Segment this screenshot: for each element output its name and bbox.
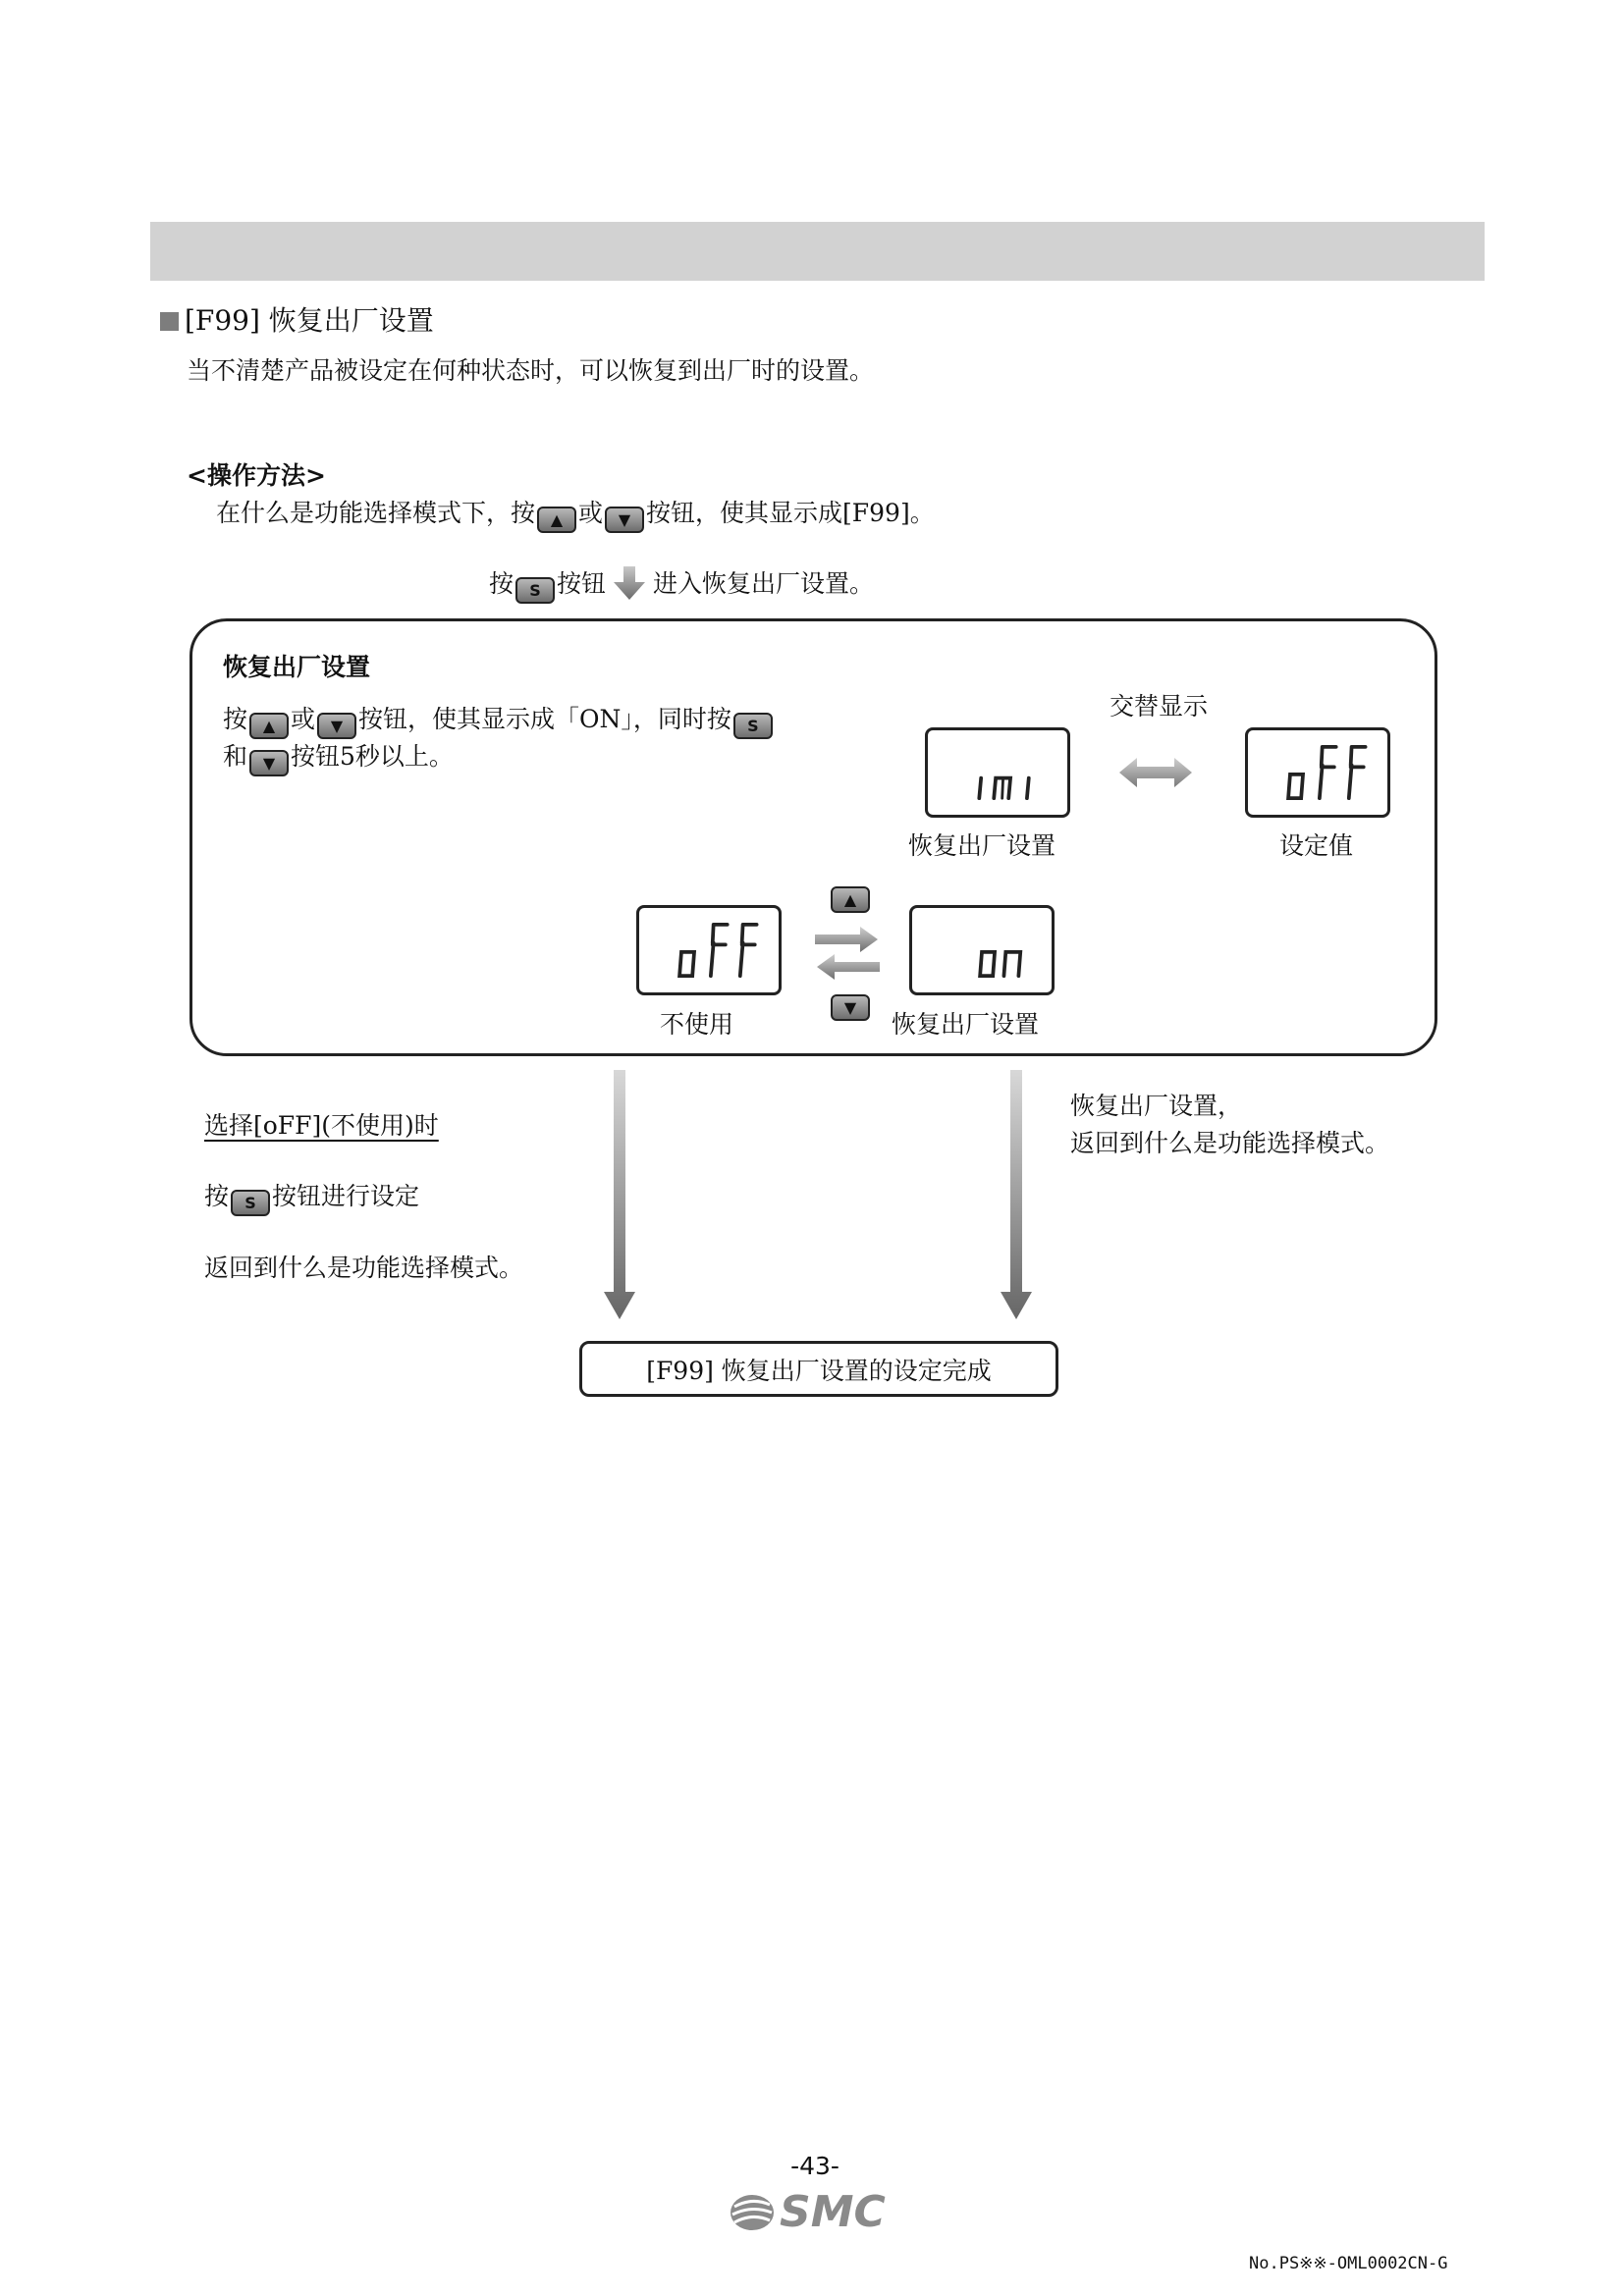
completion-text: [F99] 恢复出厂设置的设定完成: [646, 1356, 992, 1385]
left-branch-condition: 选择[oFF](不使用)时: [204, 1111, 439, 1140]
operation-step2: 按 S 按钮 进入恢复出厂设置。: [489, 564, 874, 604]
left-flow-arrow-icon: [602, 1070, 637, 1319]
lcd-display-setvalue: [1245, 727, 1390, 818]
up-key-icon: ▲: [249, 713, 289, 739]
lcd-off-caption: 不使用: [660, 1010, 734, 1039]
document-code: No.PS※※-OML0002CN-G: [1249, 2254, 1448, 2273]
section-description: 当不清楚产品被设定在何种状态时，可以恢复到出厂时的设置。: [187, 356, 875, 385]
alternate-arrow-icon: [1119, 756, 1192, 789]
down-key-icon: ▼: [605, 507, 644, 533]
panel-instruction-line1: 按 ▲ 或 ▼ 按钮，使其显示成「ON」，同时按 S: [223, 700, 775, 739]
down-key-icon: ▼: [831, 994, 870, 1021]
panel-title: 恢复出厂设置: [223, 653, 371, 681]
section-header-bar: [150, 222, 1485, 281]
up-key-icon: ▲: [831, 886, 870, 913]
smc-logo: [729, 2187, 886, 2237]
left-branch-press-set: 按 S 按钮进行设定: [204, 1177, 419, 1216]
factory-reset-panel: [189, 618, 1437, 1056]
square-bullet-icon: [160, 312, 179, 331]
lcd-display-off: [636, 905, 782, 995]
lcd-display-on: [909, 905, 1055, 995]
lcd-ini-digits: [928, 730, 1067, 815]
lcd-display-ini: [925, 727, 1070, 818]
s-key-icon: S: [231, 1190, 270, 1216]
operation-heading: <操作方法>: [187, 461, 326, 490]
lcd-off-digits: [639, 908, 779, 992]
down-key-icon: ▼: [249, 750, 289, 776]
smc-logo-mark-icon: [729, 2193, 776, 2232]
right-branch-line2: 返回到什么是功能选择模式。: [1070, 1129, 1390, 1157]
s-key-icon: S: [515, 577, 555, 604]
smc-logo-text: SMC: [780, 2187, 886, 2237]
up-key-icon: ▲: [537, 507, 576, 533]
lcd-on-caption: 恢复出厂设置: [892, 1010, 1040, 1039]
section-title: [F99] 恢复出厂设置: [160, 299, 434, 339]
lcd-ini-caption: 恢复出厂设置: [908, 831, 1056, 860]
completion-box: [579, 1341, 1058, 1397]
left-branch-return: 返回到什么是功能选择模式。: [204, 1254, 524, 1282]
alternate-display-label: 交替显示: [1110, 692, 1209, 721]
panel-instruction-line2: 和 ▼ 按钮5秒以上。: [223, 737, 454, 776]
right-branch-line1: 恢复出厂设置，: [1070, 1092, 1243, 1120]
exchange-up-key: [829, 886, 872, 913]
lcd-on-digits: [912, 908, 1052, 992]
down-key-icon: ▼: [317, 713, 356, 739]
operation-step1: 在什么是功能选择模式下，按 ▲ 或 ▼ 按钮，使其显示成[F99]。: [216, 494, 935, 533]
lcd-off-digits: [1248, 730, 1387, 815]
exchange-arrows-icon: [815, 925, 880, 982]
exchange-down-key: [829, 994, 872, 1021]
right-flow-arrow-icon: [999, 1070, 1034, 1319]
lcd-setvalue-caption: 设定值: [1279, 831, 1354, 860]
s-key-icon: S: [733, 713, 773, 739]
page-number: -43-: [790, 2152, 839, 2180]
down-arrow-icon: [606, 566, 653, 596]
